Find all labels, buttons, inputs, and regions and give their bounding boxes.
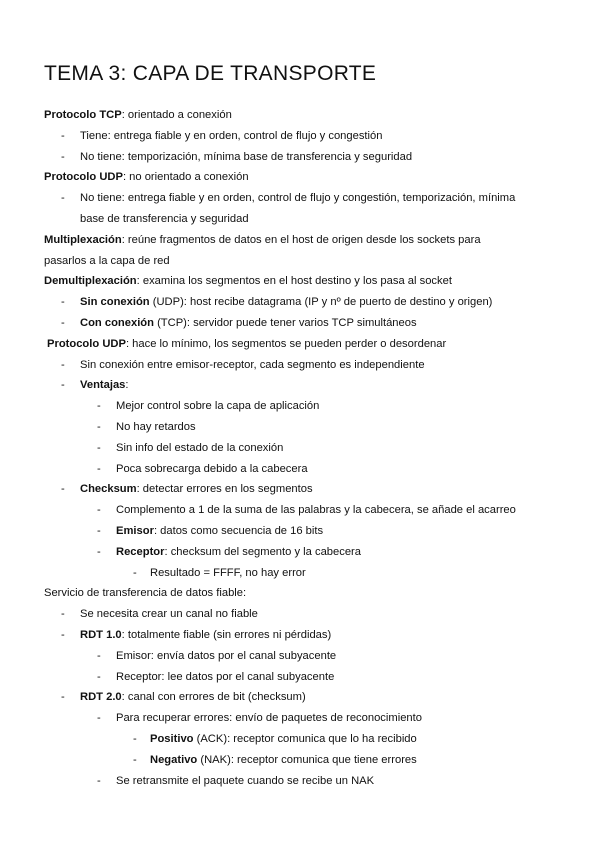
note-text [80,316,417,330]
note-text [80,482,313,496]
note-term: Multiplexación [44,233,122,246]
note-description: No tiene: temporización, mínima base de transferencia y seguridad [80,150,413,163]
note-text [116,711,422,725]
note-text [116,503,516,517]
bullet-dash: - [97,649,101,662]
note-term: Positivo [150,733,194,745]
note-description: pasarlos a la capa de red [44,254,170,267]
note-description: Para recuperar errores: envío de paquetes de reconocimiento [116,712,422,725]
note-term: RDT 2.0 [80,691,122,704]
note-text [47,337,446,351]
bullet-dash: - [61,691,65,704]
note-text [116,670,334,684]
bullet-dash: - [61,483,65,496]
note-text [116,545,361,559]
bullet-dash: - [61,608,65,621]
note-term: Checksum [80,483,137,496]
bullet-dash: - [97,421,101,433]
note-description: : hace lo mínimo, los segmentos se pueden perder o desordenar [125,337,447,350]
note-description: (TCP): servidor puede tener varios TCP simultáneos [153,317,417,329]
bullet-dash: - [61,317,65,329]
note-text [44,170,249,184]
note-text [80,150,412,164]
note-text [80,690,306,704]
note-term: Con conexión [80,317,154,329]
note-description: : totalmente fiable (sin errores ni pérdidas) [121,629,332,641]
note-description: Servicio de transferencia de datos fiable: [44,587,247,600]
bullet-dash: - [61,129,65,142]
bullet-dash: - [61,379,65,392]
note-term: Emisor [116,525,154,537]
note-text [80,129,382,143]
note-description: : orientado a conexión [121,109,232,121]
note-description: Poca sobrecarga debido a la cabecera [116,462,308,475]
note-description: Se retransmite el paquete cuando se recibe un NAK [116,774,375,787]
bullet-dash: - [61,296,65,309]
page-title: TEMA 3: CAPA DE TRANSPORTE [44,62,377,85]
note-text [44,274,452,288]
note-description: : datos como secuencia de 16 bits [153,525,324,537]
note-term: Receptor [116,545,165,558]
note-description: : [125,379,129,392]
note-text [116,774,374,788]
bullet-dash: - [97,525,101,537]
bullet-dash: - [97,462,101,475]
bullet-dash: - [97,400,101,413]
note-description: : reúne fragmentos de datos en el host de origen desde los sockets para [121,233,481,246]
note-text [80,358,425,372]
note-term: Negativo [150,753,198,766]
note-description: : detectar errores en los segmentos [136,483,313,496]
note-description: base de transferencia y seguridad [80,213,249,225]
note-description: Complemento a 1 de la suma de las palabras y la cabecera, se añade el acarreo [116,504,516,517]
note-description: (NAK): receptor comunica que tiene errores [197,753,417,766]
note-description: No hay retardos [116,421,196,433]
note-description: No tiene: entrega fiable y en orden, control de flujo y congestión, temporización, mínima [80,192,516,205]
note-text [150,566,306,580]
note-text [44,108,232,122]
note-text [44,586,246,600]
note-text [116,420,196,434]
note-text [80,378,129,392]
bullet-dash: - [133,733,137,745]
note-text [80,607,258,621]
bullet-dash: - [97,774,101,787]
note-text [116,524,323,538]
note-description: : no orientado a conexión [122,171,249,184]
note-text [116,399,319,413]
bullet-dash: - [61,629,65,641]
bullet-dash: - [61,358,65,371]
note-term: Protocolo UDP [47,337,126,350]
note-description: : checksum del segmento y la cabecera [164,545,362,558]
note-text [80,191,515,205]
note-description: Resultado = FFFF, no hay error [150,566,306,579]
bullet-dash: - [133,566,137,579]
note-description: Mejor control sobre la capa de aplicación [116,400,320,413]
note-description: Tiene: entrega fiable y en orden, control de flujo y congestión [80,129,383,142]
note-description: (ACK): receptor comunica que lo ha recibido [193,733,417,745]
note-text [80,212,249,226]
note-term: RDT 1.0 [80,629,122,641]
note-text [116,649,336,663]
bullet-dash: - [133,753,137,766]
note-text [150,732,417,746]
note-description: Receptor: lee datos por el canal subyacente [116,670,335,683]
note-description: (UDP): host recibe datagrama (IP y nº de puerto de destino y origen) [149,296,493,309]
note-description: Sin conexión entre emisor-receptor, cada segmento es independiente [80,358,425,371]
note-description: Sin info del estado de la conexión [116,441,284,454]
bullet-dash: - [97,504,101,517]
note-description: Se necesita crear un canal no fiable [80,608,258,621]
note-term: Protocolo UDP [44,171,123,184]
bullet-dash: - [97,441,101,454]
note-text [116,441,283,455]
note-text [80,628,331,642]
note-description: : canal con errores de bit (checksum) [121,691,306,704]
bullet-dash: - [61,150,65,163]
note-text [44,233,481,247]
note-text [80,295,492,309]
bullet-dash: - [97,712,101,725]
note-term: Protocolo TCP [44,109,122,121]
note-description: : examina los segmentos en el host destino y los pasa al socket [136,275,452,288]
bullet-dash: - [97,670,101,683]
note-text [44,254,170,268]
note-text [150,753,417,767]
note-term: Sin conexión [80,296,150,309]
note-text [116,462,308,476]
note-description: Emisor: envía datos por el canal subyacente [116,649,337,662]
note-term: Demultiplexación [44,275,137,288]
bullet-dash: - [61,192,65,205]
note-term: Ventajas [80,379,126,392]
bullet-dash: - [97,545,101,558]
